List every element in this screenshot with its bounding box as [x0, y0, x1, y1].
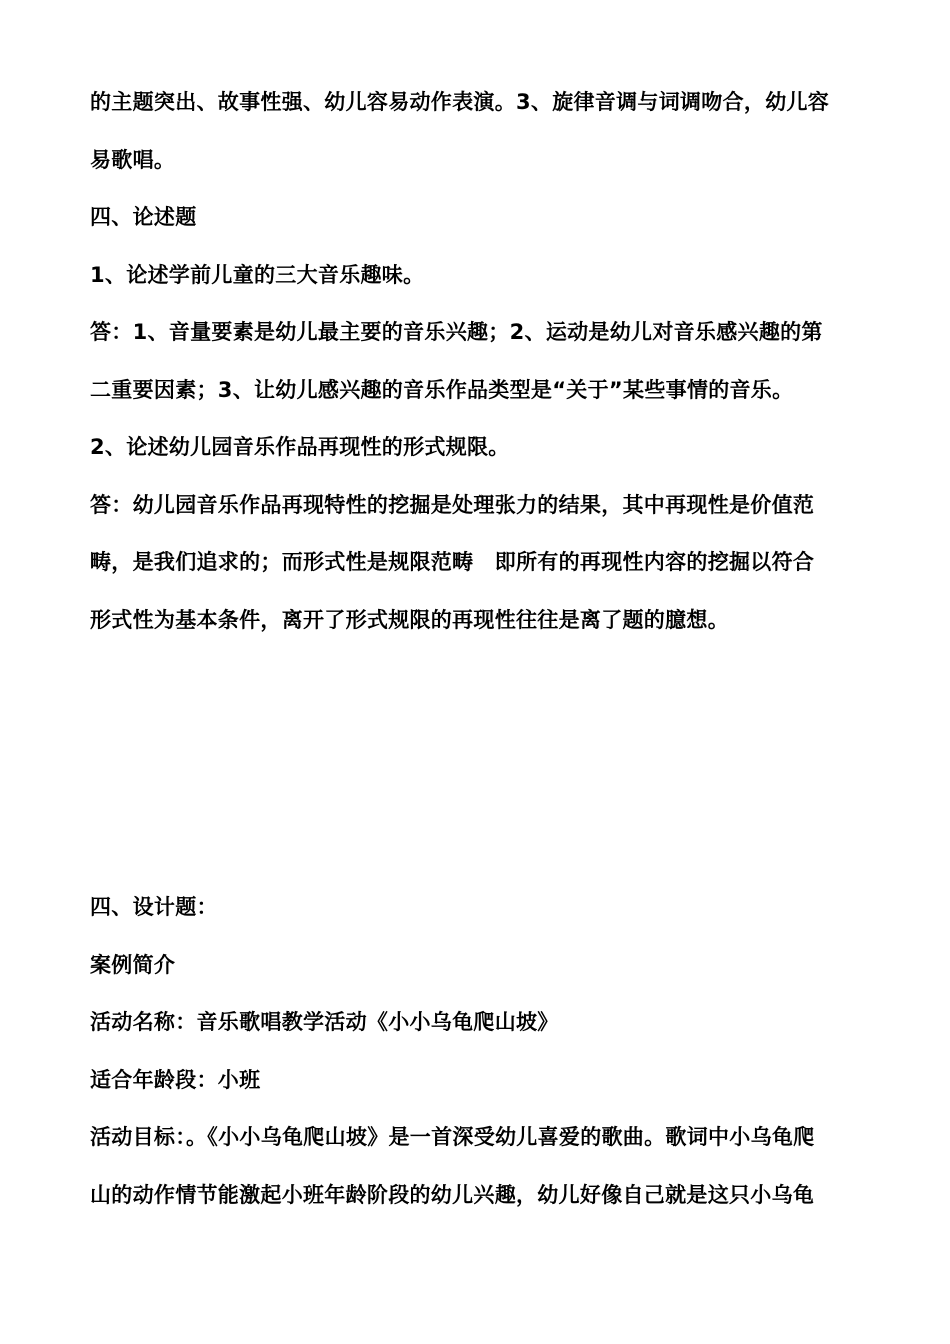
text-line: 易歌唱。 [90, 147, 176, 172]
answer-section [90, 74, 862, 649]
answer-line: 答：幼儿园音乐作品再现特性的挖掘是处理张力的结果，其中再现性是价值范 [90, 492, 815, 517]
blank-space [90, 649, 862, 879]
section-heading: 四、论述题 [90, 205, 197, 229]
age-group: 适合年龄段：小班 [90, 1067, 261, 1092]
activity-goal-line: 活动目标：。《小小乌龟爬山坡》是一首深受幼儿喜爱的歌曲。歌词中小乌龟爬 [90, 1125, 815, 1149]
answer-line: 畴，是我们追求的；而形式性是规限范畴 即所有的再现性内容的挖掘以符合 [90, 550, 815, 574]
subheading: 案例简介 [90, 952, 176, 977]
answer-line: 答：1、音量要素是幼儿最主要的音乐兴趣；2、运动是幼儿对音乐感兴趣的第 [90, 320, 823, 344]
activity-name: 活动名称：音乐歌唱教学活动《小小乌龟爬山坡》 [90, 1010, 559, 1034]
section-heading: 四、设计题： [90, 895, 218, 919]
text-line: 的主题突出、故事性强、幼儿容易动作表演。3、旋律音调与词调吻合，幼儿容 [90, 90, 830, 114]
question-line: 1、论述学前儿童的三大音乐趣味。 [90, 262, 425, 287]
design-section [90, 879, 862, 1224]
answer-line: 二重要因素；3、让幼儿感兴趣的音乐作品类型是“关于”某些事情的音乐。 [90, 377, 794, 402]
question-line: 2、论述幼儿园音乐作品再现性的形式规限。 [90, 435, 510, 459]
document-page [90, 74, 862, 1224]
answer-line: 形式性为基本条件，离开了形式规限的再现性往往是离了题的臆想。 [90, 607, 729, 632]
activity-goal-line: 山的动作情节能激起小班年龄阶段的幼儿兴趣，幼儿好像自己就是这只小乌龟 [90, 1182, 815, 1207]
